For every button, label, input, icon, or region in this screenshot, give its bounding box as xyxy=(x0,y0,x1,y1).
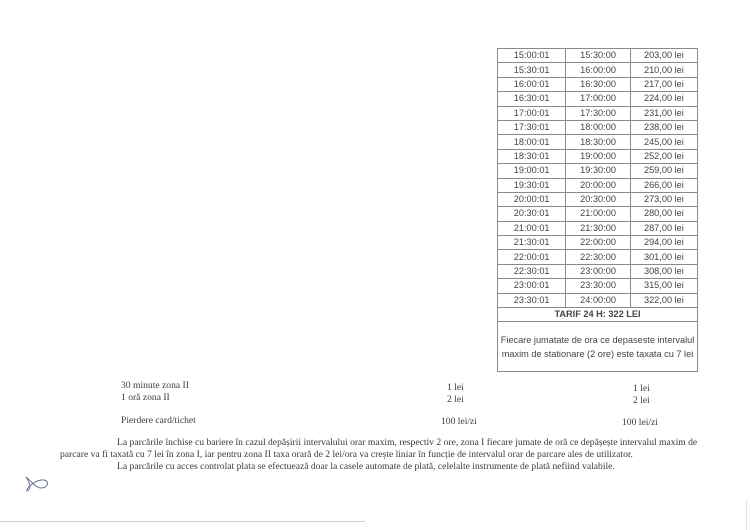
price-cell: 259,00 lei xyxy=(630,164,697,178)
time-to-cell: 21:00:00 xyxy=(566,207,630,221)
table-row xyxy=(498,279,698,293)
lost-card-col2: 100 lei/zi xyxy=(622,417,658,428)
time-from-cell: 15:00:01 xyxy=(498,49,566,63)
time-from-cell: 22:00:01 xyxy=(498,250,566,264)
zone2-1h-col1: 2 lei xyxy=(447,394,464,405)
table-row xyxy=(498,221,698,235)
page-bottom-edge xyxy=(0,521,365,522)
zone2-30min-col2: 1 lei xyxy=(633,383,650,394)
table-row xyxy=(498,92,698,106)
table-row xyxy=(498,250,698,264)
time-from-cell: 23:30:01 xyxy=(498,293,566,307)
time-from-cell: 21:00:01 xyxy=(498,221,566,235)
time-from-cell: 19:00:01 xyxy=(498,164,566,178)
time-to-cell: 22:30:00 xyxy=(566,250,630,264)
price-cell: 280,00 lei xyxy=(630,207,697,221)
table-row xyxy=(498,63,698,77)
time-from-cell: 17:30:01 xyxy=(498,120,566,134)
table-row xyxy=(498,164,698,178)
time-to-cell: 15:30:00 xyxy=(566,49,630,63)
price-cell: 238,00 lei xyxy=(630,120,697,134)
table-row xyxy=(498,293,698,307)
table-row xyxy=(498,106,698,120)
page-right-edge xyxy=(746,500,747,530)
zone2-30min-label: 30 minute zona II xyxy=(121,380,189,391)
price-cell: 252,00 lei xyxy=(630,149,697,163)
time-from-cell: 16:00:01 xyxy=(498,77,566,91)
time-from-cell: 15:30:01 xyxy=(498,63,566,77)
signature-initial-icon xyxy=(24,475,50,493)
lost-card-col1: 100 lei/zi xyxy=(441,416,477,427)
time-from-cell: 23:00:01 xyxy=(498,279,566,293)
table-row xyxy=(498,77,698,91)
time-to-cell: 18:00:00 xyxy=(566,120,630,134)
time-from-cell: 16:30:01 xyxy=(498,92,566,106)
paragraph-1-line-2: parcare va fi taxată cu 7 lei în zona I, iar pentru zona II taxa orară de 2 lei/ora va crește liniar în funcție de intervalul orar de parcare ales de utilizator. xyxy=(60,449,633,460)
price-cell: 245,00 lei xyxy=(630,135,697,149)
total-row xyxy=(498,308,698,322)
time-to-cell: 16:30:00 xyxy=(566,77,630,91)
table-row xyxy=(498,192,698,206)
paragraph-2: La parcările cu acces controlat plata se efectuează doar la casele automate de plată, celelalte instrumente de plată nefiind valabile. xyxy=(117,461,615,472)
price-cell: 273,00 lei xyxy=(630,192,697,206)
total-tariff-cell: TARIF 24 H: 322 LEI xyxy=(498,308,698,322)
price-cell: 294,00 lei xyxy=(630,236,697,250)
price-cell: 231,00 lei xyxy=(630,106,697,120)
time-to-cell: 23:30:00 xyxy=(566,279,630,293)
price-cell: 301,00 lei xyxy=(630,250,697,264)
time-to-cell: 19:30:00 xyxy=(566,164,630,178)
table-row xyxy=(498,236,698,250)
time-from-cell: 22:30:01 xyxy=(498,264,566,278)
price-cell: 287,00 lei xyxy=(630,221,697,235)
table-row xyxy=(498,178,698,192)
time-from-cell: 18:30:01 xyxy=(498,149,566,163)
time-from-cell: 20:00:01 xyxy=(498,192,566,206)
price-cell: 217,00 lei xyxy=(630,77,697,91)
zone2-30min-col1: 1 lei xyxy=(447,382,464,393)
time-from-cell: 19:30:01 xyxy=(498,178,566,192)
time-to-cell: 20:30:00 xyxy=(566,192,630,206)
price-cell: 266,00 lei xyxy=(630,178,697,192)
time-to-cell: 17:30:00 xyxy=(566,106,630,120)
zone2-1h-label: 1 oră zona II xyxy=(121,392,170,403)
time-to-cell: 24:00:00 xyxy=(566,293,630,307)
table-row xyxy=(498,207,698,221)
table-row xyxy=(498,120,698,134)
note-row xyxy=(498,322,698,372)
paragraph-1-line-1: La parcările închise cu bariere în cazul depășirii intervalului orar maxim, respectiv 2 ore, zona I fiecare jumate de oră ce depășește intervalul maxim de xyxy=(117,437,698,448)
price-cell: 224,00 lei xyxy=(630,92,697,106)
time-to-cell: 19:00:00 xyxy=(566,149,630,163)
table-row xyxy=(498,149,698,163)
time-from-cell: 18:00:01 xyxy=(498,135,566,149)
time-from-cell: 20:30:01 xyxy=(498,207,566,221)
zone2-1h-col2: 2 lei xyxy=(633,395,650,406)
time-to-cell: 20:00:00 xyxy=(566,178,630,192)
price-cell: 315,00 lei xyxy=(630,279,697,293)
table-row xyxy=(498,135,698,149)
time-from-cell: 17:00:01 xyxy=(498,106,566,120)
time-to-cell: 17:00:00 xyxy=(566,92,630,106)
tariff-table xyxy=(497,48,698,372)
time-to-cell: 22:00:00 xyxy=(566,236,630,250)
time-to-cell: 16:00:00 xyxy=(566,63,630,77)
lost-card-label: Pierdere card/tichet xyxy=(121,415,196,426)
table-row xyxy=(498,264,698,278)
table-row xyxy=(498,49,698,63)
time-from-cell: 21:30:01 xyxy=(498,236,566,250)
time-to-cell: 23:00:00 xyxy=(566,264,630,278)
price-cell: 308,00 lei xyxy=(630,264,697,278)
time-to-cell: 18:30:00 xyxy=(566,135,630,149)
price-cell: 210,00 lei xyxy=(630,63,697,77)
price-cell: 322,00 lei xyxy=(630,293,697,307)
price-cell: 203,00 lei xyxy=(630,49,697,63)
overstay-note-cell: Fiecare jumatate de ora ce depaseste intervalul maxim de stationare (2 ore) este taxata cu 7 lei xyxy=(498,322,698,372)
time-to-cell: 21:30:00 xyxy=(566,221,630,235)
